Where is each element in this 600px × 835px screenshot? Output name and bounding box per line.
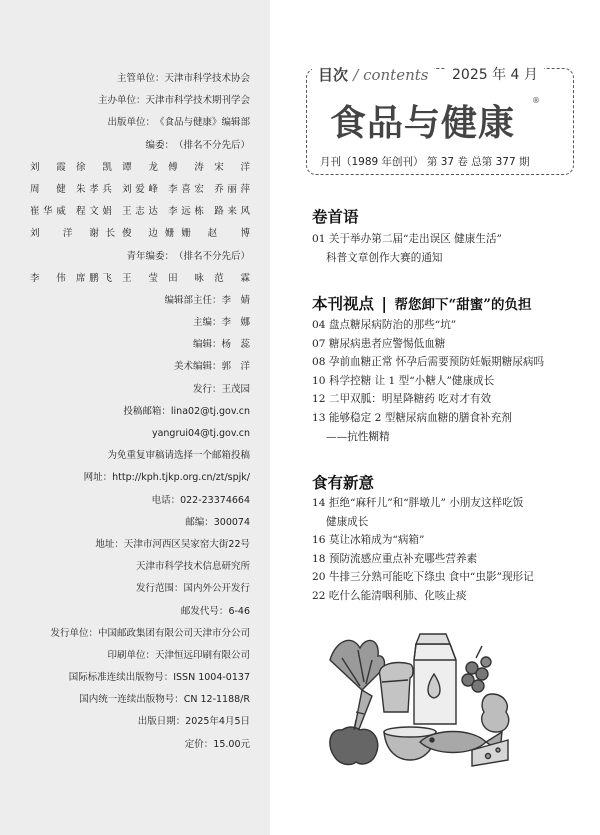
registered-mark: ®: [532, 96, 540, 105]
masthead-label: 定价：: [184, 738, 214, 750]
masthead-value: 杨 蕊: [221, 339, 250, 351]
masthead-row: [30, 711, 250, 733]
masthead-row: [30, 734, 250, 756]
masthead-row: [30, 68, 250, 90]
food-illustration: [322, 620, 512, 770]
masthead-row: [30, 689, 250, 711]
masthead-label: 编辑部主任：: [164, 294, 222, 306]
section-separator: |: [381, 294, 388, 313]
masthead-value: yangrui04@tj.gov.cn: [151, 428, 250, 439]
masthead-label: 网址：: [83, 472, 113, 484]
section-title-text: 卷首语: [312, 207, 359, 226]
contents-text: / contents: [353, 66, 429, 84]
masthead-value: ISSN 1004-0137: [173, 672, 250, 684]
toc-item: 16 莫让冰箱成为“病箱”: [312, 534, 425, 547]
masthead-value: CN 12-1188/R: [183, 694, 250, 706]
masthead-label: 编委：: [145, 139, 174, 151]
issue-date: 2025 年 4 月: [446, 64, 544, 84]
masthead-info: [30, 68, 250, 756]
masthead-value: 周 健 朱孝兵 刘爱峰 李喜宏 乔丽萍: [30, 183, 250, 195]
masthead-row: [30, 312, 250, 334]
masthead-row: [30, 334, 250, 356]
section-subtitle: 帮您卸下“甜蜜”的负担: [394, 297, 532, 313]
masthead-label: 发行：: [192, 383, 222, 395]
toc-new-ideas: [312, 494, 582, 606]
masthead-label: 电话：: [151, 494, 181, 506]
masthead-row: [30, 512, 250, 534]
masthead-row: [30, 623, 250, 645]
masthead-label: 邮发代号：: [180, 605, 229, 617]
masthead-value: 天津市河西区吴家窑大街22号: [123, 538, 250, 550]
masthead-value: 李 婧: [221, 294, 250, 306]
masthead-value: 天津恒远印刷有限公司: [154, 649, 250, 661]
masthead-label: 青年编委：: [126, 250, 174, 262]
masthead-row: [30, 467, 250, 489]
masthead-label: 编辑：: [192, 339, 222, 351]
masthead-row: [30, 246, 250, 268]
masthead-value: 中国邮政集团有限公司天津市分公司: [97, 627, 250, 639]
masthead-value: http://kph.tjkp.org.cn/zt/spjk/: [112, 472, 250, 484]
masthead-value: 国内外公开发行: [183, 583, 250, 595]
masthead-value: （排名不分先后）: [173, 139, 250, 151]
masthead-value: lina02@tj.gov.cn: [170, 405, 250, 417]
masthead-value: 15.00元: [213, 738, 250, 750]
section-title-text: 本刊视点: [312, 294, 375, 313]
masthead-row: [30, 601, 250, 623]
masthead-label: 印刷单位：: [107, 649, 155, 661]
toc-item-continuation: 健康成长: [326, 515, 369, 528]
masthead-row: [30, 157, 250, 179]
masthead-value: 李 娜: [221, 317, 250, 329]
section-title-new-ideas: [312, 471, 374, 493]
masthead-value: 郭 洋: [221, 361, 250, 373]
masthead-value: 天津市科学技术期刊学会: [145, 95, 250, 107]
masthead-row: [30, 401, 250, 423]
section-title-preface: [312, 205, 359, 227]
masthead-row: [30, 179, 250, 201]
masthead-label: 出版单位：: [107, 117, 155, 129]
toc-preface: [312, 230, 582, 267]
masthead-label: 国内统一连续出版物号：: [79, 694, 184, 706]
masthead-row: [30, 135, 250, 157]
masthead-row: [30, 268, 250, 290]
masthead-row: [30, 578, 250, 600]
masthead-row: [30, 556, 250, 578]
toc-item: 08 孕前血糖正常 怀孕后需要预防妊娠期糖尿病吗: [312, 356, 545, 369]
toc-item: 01 关于举办第二届“走出误区 健康生活”: [312, 233, 502, 245]
masthead-row: [30, 423, 250, 445]
masthead-value: 王茂园: [221, 383, 250, 395]
toc-item: 20 牛排三分熟可能吃下绦虫 食中“虫影”现形记: [312, 571, 534, 584]
header-contents-label: [312, 64, 434, 85]
masthead-row: [30, 645, 250, 667]
section-title-text: 食有新意: [312, 473, 375, 492]
masthead-row: [30, 445, 250, 467]
masthead-value: 《食品与健康》编辑部: [154, 117, 250, 129]
masthead-row: [30, 534, 250, 556]
toc-item: 04 盘点糖尿病防治的那些“坑”: [312, 319, 457, 331]
toc-item: 18 预防流感应重点补充哪些营养素: [312, 552, 478, 565]
masthead-value: 2025年4月5日: [185, 716, 250, 728]
masthead-row: [30, 356, 250, 378]
masthead-row: [30, 290, 250, 312]
masthead-row: [30, 667, 250, 689]
masthead-value: 6-46: [228, 605, 250, 617]
masthead-value: 李 伟 席鹏飞 王 莹 田 咏 范 霖: [30, 272, 250, 284]
masthead-label: 发行范围：: [135, 583, 184, 595]
toc-item: 13 能够稳定 2 型糖尿病血糖的膳食补充剂: [312, 411, 512, 424]
masthead-row: [30, 90, 250, 112]
section-title-viewpoint: [312, 292, 532, 314]
masthead-label: 国际标准连续出版物号：: [68, 672, 174, 684]
toc-item: 22 吃什么能清咽利肺、化咳止痰: [312, 589, 467, 602]
masthead-label: 主编：: [192, 317, 222, 329]
masthead-label: 邮编：: [185, 516, 214, 528]
masthead-row: [30, 223, 250, 245]
masthead-value: 022-23374664: [180, 494, 250, 506]
issue-info: 月刊（1989 年创刊） 第 37 卷 总第 377 期: [320, 156, 530, 168]
masthead-label: 美术编辑：: [173, 361, 222, 373]
masthead-value: 刘 洋 谢长俊 边姗姗 赵 博: [30, 228, 250, 240]
masthead-label: 主办单位：: [97, 95, 146, 107]
masthead-row: [30, 379, 250, 401]
toc-item-continuation: 科普文章创作大赛的通知: [326, 251, 443, 264]
masthead-label: 发行单位：: [50, 627, 98, 639]
masthead-value: 为免重复审稿请选择一个邮箱投稿: [107, 450, 250, 462]
masthead-panel: [0, 0, 270, 835]
masthead-row: [30, 112, 250, 134]
masthead-value: 刘 霞 徐 凯 谭 龙 傅 涛 宋 洋: [30, 161, 250, 173]
masthead-value: （排名不分先后）: [173, 250, 250, 262]
magazine-title: 食品与健康: [330, 103, 516, 144]
masthead-value: 崔华威 程文娟 王志达 李远栋 路来风: [30, 206, 250, 218]
masthead-label: 主管单位：: [116, 73, 165, 84]
masthead-value: 300074: [213, 516, 250, 528]
masthead-label: 投稿邮箱：: [123, 405, 171, 417]
toc-item: 10 科学控糖 让 1 型“小糖人”健康成长: [312, 374, 495, 387]
toc-item: 07 糖尿病患者应警惕低血糖: [312, 337, 446, 350]
masthead-row: [30, 490, 250, 512]
masthead-value: 天津市科学技术信息研究所: [135, 561, 250, 573]
mulu-text: 目次: [318, 66, 349, 84]
toc-item-continuation: ——抗性糊精: [326, 430, 390, 443]
masthead-row: [30, 201, 250, 223]
toc-viewpoint: [312, 316, 582, 446]
toc-item: 12 二甲双胍：明星降糖药 吃对才有效: [312, 393, 492, 406]
toc-item: 14 拒绝“麻秆儿”和“胖墩儿” 小朋友这样吃饭: [312, 497, 524, 509]
masthead-label: 出版日期：: [137, 716, 186, 728]
masthead-label: 地址：: [95, 538, 124, 550]
masthead-value: 天津市科学技术协会: [164, 73, 250, 84]
